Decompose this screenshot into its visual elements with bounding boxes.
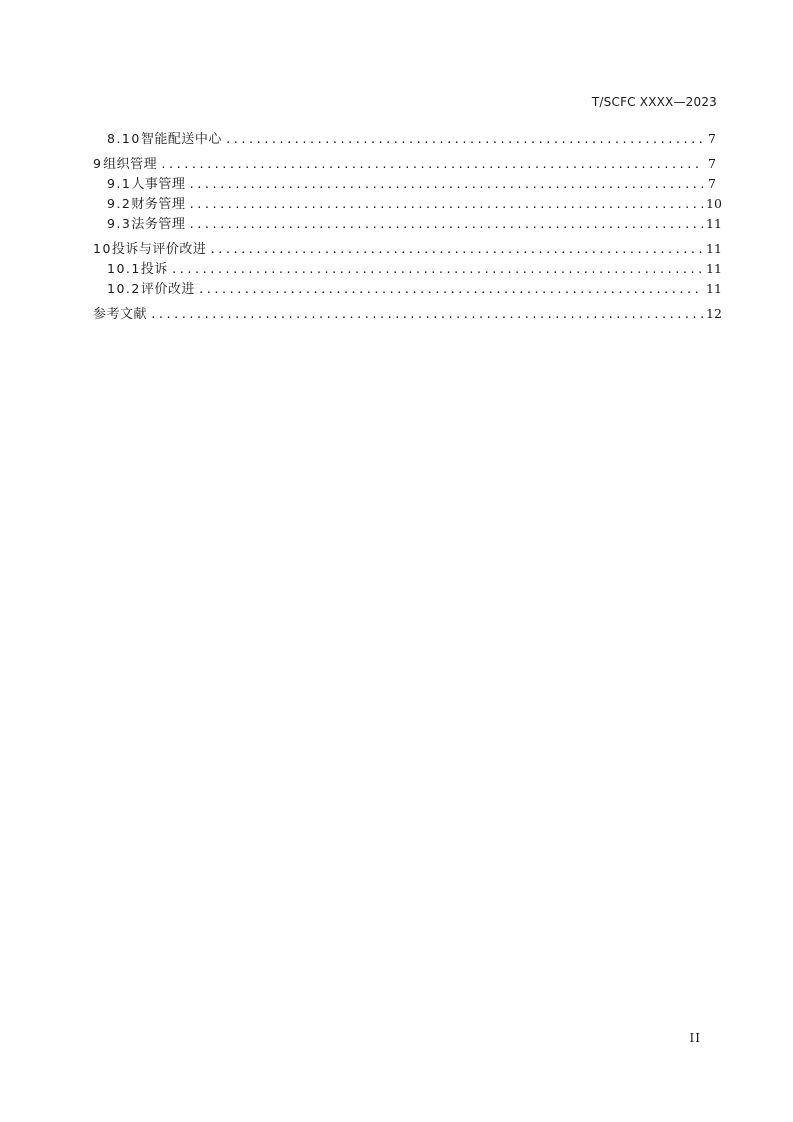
toc-entry-title: 参考文献 xyxy=(93,307,148,322)
table-of-contents xyxy=(93,129,722,324)
toc-entry-title: 组织管理 xyxy=(103,157,158,172)
toc-entry-references[interactable] xyxy=(93,304,722,324)
toc-entry[interactable] xyxy=(93,239,722,259)
page-number: II xyxy=(689,1031,701,1045)
toc-dot-leader xyxy=(171,260,703,280)
toc-entry-page: 11 xyxy=(706,216,722,231)
toc-entry-page: 7 xyxy=(708,156,716,171)
toc-entry-page: 7 xyxy=(708,131,716,146)
document-code: T/SCFC XXXX—2023 xyxy=(591,95,717,109)
toc-entry[interactable] xyxy=(93,259,722,279)
toc-entry-number: 9.2 xyxy=(107,196,132,211)
toc-entry-number: 10 xyxy=(93,241,112,256)
toc-entry-page: 12 xyxy=(706,306,722,321)
toc-entry-number: 9.1 xyxy=(107,176,132,191)
toc-entry-page: 11 xyxy=(706,281,722,296)
toc-dot-leader xyxy=(150,305,703,325)
toc-dot-leader xyxy=(188,175,703,195)
toc-entry-page: 10 xyxy=(706,196,722,211)
toc-entry-page: 11 xyxy=(706,261,722,276)
toc-entry-page: 11 xyxy=(706,241,722,256)
toc-entry-number: 9 xyxy=(93,156,103,171)
toc-entry-title: 评价改进 xyxy=(140,282,195,297)
toc-entry[interactable] xyxy=(93,279,722,299)
toc-entry-title: 智能配送中心 xyxy=(140,132,222,147)
toc-entry-title: 人事管理 xyxy=(131,177,186,192)
toc-entry[interactable] xyxy=(93,154,716,174)
toc-dot-leader xyxy=(225,130,703,150)
toc-entry-number: 10.1 xyxy=(107,261,141,276)
toc-entry[interactable] xyxy=(93,194,722,214)
toc-entry[interactable] xyxy=(93,129,716,149)
toc-dot-leader xyxy=(188,215,703,235)
toc-entry-title: 投诉与评价改进 xyxy=(111,242,207,257)
toc-entry-number: 10.2 xyxy=(107,281,141,296)
toc-dot-leader xyxy=(188,195,703,215)
toc-entry[interactable] xyxy=(93,174,716,194)
toc-dot-leader xyxy=(160,155,703,175)
toc-entry-title: 法务管理 xyxy=(131,217,186,232)
toc-entry-title: 投诉 xyxy=(140,262,168,277)
toc-entry-number: 9.3 xyxy=(107,216,132,231)
toc-entry-page: 7 xyxy=(708,176,716,191)
toc-entry-number: 8.10 xyxy=(107,131,141,146)
toc-entry[interactable] xyxy=(93,214,722,234)
toc-dot-leader xyxy=(198,280,703,300)
toc-dot-leader xyxy=(209,240,703,260)
toc-entry-title: 财务管理 xyxy=(131,197,186,212)
